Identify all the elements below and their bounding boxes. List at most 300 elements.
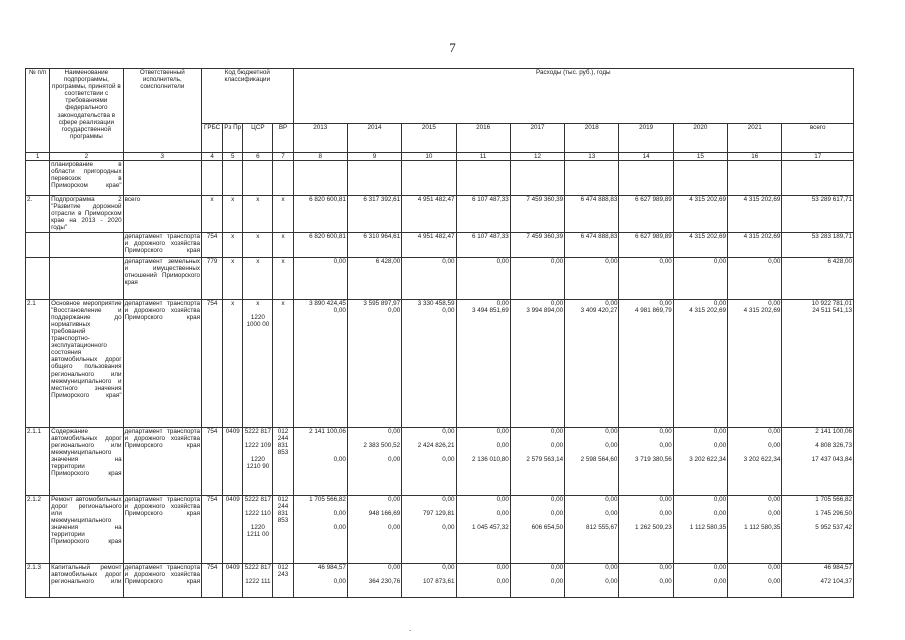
amount-value: 948 166,69 [368,509,401,517]
row-number: 2.1.2 [26,495,50,563]
header-year: 2013 [293,123,347,152]
amount-value: 3 595 897,97 [363,299,401,307]
amount-value: 3 719 380,56 [634,455,672,463]
header-executor: Ответственный исполнитель, соисполнители [123,69,201,153]
row-amount [565,232,619,257]
amount-value: 6 317 392,61 [363,196,401,204]
row-amount [402,196,456,232]
amount-value: 6 428,00 [827,257,852,265]
amount-value: 812 555,67 [585,523,618,531]
page-number: 7 [449,40,456,55]
amount-value [295,161,346,168]
amount-value: 0,00 [333,257,346,265]
row-amount [402,299,456,427]
amount-value: 0,00 [387,306,401,314]
amount-value: 797 129,81 [423,509,455,517]
column-number: 9 [347,153,401,161]
vr-code: x [281,196,285,204]
row-name: Основное мероприятие "Восстановление и поддержание до нормативных требований транспортно-эксплуатационного состояния автомобильных дорог общего пользования регионального или межмуниципального и местного значения Приморского края" [50,299,123,427]
amount-value: 0,00 [713,441,727,449]
row-amount [347,427,401,495]
row-vr [273,196,293,232]
amount-value: 0,00 [768,257,781,265]
amount-value: 0,00 [713,563,727,571]
row-amount [673,299,727,427]
row-amount [619,232,673,257]
amount-value: 2 141 100,06 [815,427,852,435]
vr-code: 012 244 [277,427,289,442]
row-amount [619,563,673,597]
amount-value: 0,00 [333,306,346,314]
row-amount [347,232,401,257]
row-executor: департамент транспорта и дорожного хозяйства Приморского края [123,495,201,563]
amount-value: 0,00 [550,441,564,449]
amount-value: 0,00 [442,563,455,571]
amount-value: 4 315 202,69 [689,306,727,314]
amount-value [403,161,454,168]
amount-value: 4 315 202,69 [743,306,781,314]
amount-value: 0,00 [387,495,401,503]
amount-value: 3 330 458,59 [417,299,455,307]
row-amount [510,232,564,257]
row-amount [619,299,673,427]
amount-value [675,161,726,168]
amount-value: 0,00 [496,495,509,503]
row-amount [402,161,456,196]
column-number: 14 [619,153,673,161]
header-rzpr: Рз Пр [223,123,243,152]
row-csr [243,299,273,427]
row-vr [273,161,293,196]
header-year: 2019 [619,123,673,152]
row-csr [243,232,273,257]
amount-value: 4 315 202,69 [743,196,781,204]
row-amount [293,161,347,196]
row-grbs: 754 [202,495,223,563]
column-number: 1 [26,153,50,161]
row-executor: департамент транспорта и дорожного хозяйства Приморского края [123,427,201,495]
amount-value: 0,00 [550,495,564,503]
amount-value: 4 808 326,73 [815,441,852,449]
row-grbs: 754 [202,563,223,597]
amount-value: 0,00 [387,427,401,435]
amount-value [566,161,617,168]
amount-value: 0,00 [550,257,564,265]
row-number [26,257,50,299]
row-amount [673,257,727,299]
amount-value: 10 922 781,01 [811,299,852,307]
row-rzpr: 0409 [223,495,243,563]
amount-value: 472 104,37 [820,577,852,585]
column-number: 17 [782,153,854,161]
column-number: 11 [456,153,510,161]
row-amount [619,196,673,232]
row-rzpr: x [223,196,243,232]
row-amount [293,257,347,299]
row-amount [673,161,727,196]
budget-table [25,68,854,598]
row-grbs: 754 [202,299,223,427]
amount-value: 0,00 [550,427,564,435]
vr-code: 012 244 [277,495,289,510]
row-amount [510,161,564,196]
row-amount [293,427,347,495]
row-amount [402,257,456,299]
column-number: 15 [673,153,727,161]
row-amount [565,196,619,232]
row-name: Ремонт автомобильных дорог регионального или межмуниципального значения на территории Приморского края [50,495,123,563]
row-amount [673,563,727,597]
row-amount [456,299,510,427]
amount-value [729,161,780,168]
row-amount [619,161,673,196]
amount-value: 0,00 [713,495,727,503]
column-number: 13 [565,153,619,161]
row-amount [456,427,510,495]
csr-code: 1220 1210 90 [246,455,270,470]
amount-value: 4 315 202,69 [689,196,727,204]
amount-value: 6 820 600,81 [309,196,346,204]
amount-value: 4 315 202,69 [689,232,727,240]
column-number-row [26,153,854,161]
amount-value: 0,00 [496,577,509,585]
csr-code: x [256,299,260,307]
row-amount [347,495,401,563]
row-executor: департамент транспорта и дорожного хозяйства Приморского края [123,299,201,427]
vr-code [274,578,291,592]
csr-code: 1222 109 [244,441,271,449]
amount-value: 0,00 [333,455,346,463]
row-name: Содержание автомобильных дорог регионального или межмуниципального значения на территории Приморского края [50,427,123,495]
amount-value: 0,00 [387,523,401,531]
amount-value: 0,00 [442,257,455,265]
row-rzpr: x [223,232,243,257]
amount-value: 0,00 [605,495,618,503]
row-number [26,232,50,257]
table-row [26,427,854,495]
row-amount [565,495,619,563]
row-amount [565,427,619,495]
row-name [50,257,123,299]
row-amount [402,232,456,257]
row-amount [347,161,401,196]
amount-value: 6 107 487,33 [472,196,509,204]
amount-value: 0,00 [387,455,401,463]
row-amount [456,196,510,232]
row-vr [273,563,293,597]
amount-value: 0,00 [605,441,618,449]
row-amount [782,299,854,427]
row-number [26,161,50,196]
amount-value: 46 984,57 [317,563,346,571]
amount-value: 1 045 457,32 [472,523,509,531]
csr-code: x [256,257,260,265]
amount-value: 0,00 [496,299,509,307]
csr-code: 5222 817 [244,495,271,503]
amount-value: 0,00 [442,427,455,435]
row-amount [456,563,510,597]
amount-value: 0,00 [442,523,455,531]
amount-value [458,161,509,168]
header-year: 2016 [456,123,510,152]
row-amount [565,257,619,299]
amount-value: 0,00 [659,577,672,585]
row-rzpr: 0409 [223,427,243,495]
header-year: 2020 [673,123,727,152]
csr-code: 1220 1211 00 [246,523,270,538]
amount-value: 0,00 [659,441,672,449]
amount-value: 3 494 851,69 [472,306,509,314]
amount-value: 0,00 [550,299,564,307]
row-name [50,232,123,257]
vr-code: 831 853 [277,441,289,456]
amount-value: 6 820 600,81 [309,232,346,240]
amount-value: 0,00 [768,563,781,571]
csr-code: 1220 1000 00 [246,313,270,328]
row-amount [293,563,347,597]
row-executor [123,161,201,196]
amount-value: 6 474 888,83 [580,196,618,204]
header-year: 2017 [510,123,564,152]
header-csr: ЦСР [243,123,273,152]
row-amount [782,257,854,299]
amount-value: 364 230,76 [368,577,401,585]
vr-code [274,161,291,175]
row-amount [782,495,854,563]
row-executor: департамент земельных и имущественных отношений Приморского края [123,257,201,299]
header-year: 2014 [347,123,401,152]
row-amount [293,196,347,232]
amount-value: 4 951 482,47 [417,232,455,240]
row-amount [728,427,782,495]
row-amount [510,196,564,232]
amount-value: 2 136 010,80 [472,455,509,463]
row-amount [456,257,510,299]
amount-value: 6 627 989,89 [634,196,672,204]
amount-value: 0,00 [713,577,727,585]
amount-value: 0,00 [333,523,346,531]
amount-value: 4 951 482,47 [417,196,455,204]
column-number: 10 [402,153,456,161]
row-amount [510,563,564,597]
row-vr [273,495,293,563]
row-amount [782,427,854,495]
amount-value: 0,00 [768,509,781,517]
column-number: 3 [123,153,201,161]
table-row [26,161,854,196]
amount-value: 2 424 826,21 [417,441,455,449]
amount-value: 0,00 [496,441,509,449]
amount-value [783,161,852,168]
row-amount [347,299,401,427]
row-executor: всего [123,196,201,232]
row-amount [456,495,510,563]
row-amount [510,427,564,495]
table-row [26,257,854,299]
row-amount [728,232,782,257]
row-amount [782,232,854,257]
amount-value: 5 952 537,42 [815,523,852,531]
row-amount [673,427,727,495]
amount-value: 1 112 580,35 [689,523,727,531]
amount-value: 0,00 [768,427,781,435]
amount-value: 3 202 622,34 [743,455,781,463]
amount-value: 1 745 296,50 [815,509,852,517]
row-amount [782,196,854,232]
amount-value [512,161,563,168]
row-amount [728,299,782,427]
row-csr [243,563,273,597]
row-number: 2. [26,196,50,232]
amount-value: 1 262 509,23 [634,523,672,531]
row-amount [565,299,619,427]
amount-value: 0,00 [768,299,781,307]
amount-value: 0,00 [713,257,727,265]
row-amount [402,563,456,597]
row-csr [243,427,273,495]
amount-value: 0,00 [659,299,672,307]
csr-code: x [256,232,260,240]
vr-code: x [281,257,285,265]
header-kbk: Код бюджетной классификации [202,69,294,124]
row-name: Капитальный ремонт автомобильных дорог регионального или [50,563,123,597]
row-grbs: x [202,196,223,232]
amount-value: 0,00 [605,427,618,435]
row-grbs: 754 [202,427,223,495]
amount-value: 0,00 [605,257,618,265]
row-amount [728,161,782,196]
amount-value: 0,00 [333,509,346,517]
amount-value: 0,00 [442,455,455,463]
amount-value: 2 383 500,52 [363,441,401,449]
amount-value: 107 873,61 [423,577,455,585]
row-grbs: 754 [202,232,223,257]
header-expenses: Расходы (тыс. руб.), годы [293,69,853,124]
amount-value: 0,00 [550,509,564,517]
column-number: 8 [293,153,347,161]
table-row [26,299,854,427]
table-header [26,69,854,161]
amount-value: 2 579 563,14 [526,455,564,463]
row-csr [243,161,273,196]
header-year: 2021 [728,123,782,152]
row-executor: департамент транспорта и дорожного хозяйства Приморского края [123,563,201,597]
amount-value: 0,00 [605,509,618,517]
row-vr [273,232,293,257]
amount-value: 17 437 043,84 [811,455,852,463]
header-year: 2018 [565,123,619,152]
column-number: 16 [728,153,782,161]
amount-value: 0,00 [659,257,672,265]
amount-value: 6 107 487,33 [472,232,509,240]
row-rzpr: x [223,299,243,427]
footer-mark: . [409,624,412,633]
vr-code [274,456,291,470]
row-amount [619,257,673,299]
amount-value: 4 315 202,69 [743,232,781,240]
row-amount [510,257,564,299]
row-amount [673,495,727,563]
row-amount [347,196,401,232]
row-amount [347,563,401,597]
csr-code: 5222 817 [244,427,271,435]
amount-value: 0,00 [496,509,509,517]
amount-value: 1 112 580,35 [744,523,781,531]
row-amount [728,495,782,563]
table-row [26,495,854,563]
row-csr [243,196,273,232]
row-grbs [202,161,223,196]
amount-value: 0,00 [713,427,727,435]
row-amount [293,232,347,257]
amount-value: 46 984,57 [823,563,852,571]
amount-value: 0,00 [333,577,346,585]
amount-value: 0,00 [768,495,781,503]
row-rzpr: x [223,257,243,299]
row-csr [243,257,273,299]
amount-value: 6 310 964,61 [363,232,401,240]
amount-value: 0,00 [442,306,455,314]
row-number: 2.1.3 [26,563,50,597]
amount-value: 4 981 869,79 [634,306,672,314]
header-grbs: ГРБС [202,123,223,152]
amount-value: 3 994 894,00 [526,306,564,314]
amount-value: 6 428,00 [375,257,401,265]
column-number: 6 [243,153,273,161]
amount-value: 0,00 [550,563,564,571]
table-row [26,196,854,232]
column-number: 2 [50,153,123,161]
row-amount [347,257,401,299]
amount-value: 606 654,50 [531,523,564,531]
column-number: 4 [202,153,223,161]
row-amount [728,257,782,299]
row-csr [243,495,273,563]
amount-value: 1 705 566,82 [309,495,346,503]
row-amount [673,232,727,257]
amount-value: 6 474 888,83 [580,232,618,240]
row-amount [293,299,347,427]
amount-value: 0,00 [713,299,727,307]
amount-value: 0,00 [550,577,564,585]
column-number: 7 [273,153,293,161]
row-amount [565,161,619,196]
amount-value: 0,00 [387,563,401,571]
amount-value: 1 705 566,82 [815,495,852,503]
row-vr [273,257,293,299]
amount-value [349,161,400,168]
amount-value: 2 141 100,06 [309,427,346,435]
row-amount [782,161,854,196]
header-name: Наименование подпрограммы, программы, принятой в соответствии с требованиями федерального законодательства в сфере реализации государственной программы [50,69,123,153]
row-executor: департамент транспорта и дорожного хозяйства Приморского края [123,232,201,257]
amount-value: 3 202 622,34 [689,455,727,463]
amount-value: 0,00 [659,427,672,435]
amount-value: 0,00 [496,427,509,435]
table-body [26,161,854,597]
row-amount [565,563,619,597]
row-rzpr: 0409 [223,563,243,597]
csr-code: 1222 110 [244,509,271,517]
row-vr [273,299,293,427]
amount-value: 0,00 [659,563,672,571]
amount-value: 0,00 [768,441,781,449]
csr-code: x [256,196,260,204]
vr-code: 012 243 [277,563,289,578]
amount-value: 0,00 [605,577,618,585]
header-year: 2015 [402,123,456,152]
csr-code: 1222 111 [245,577,271,585]
